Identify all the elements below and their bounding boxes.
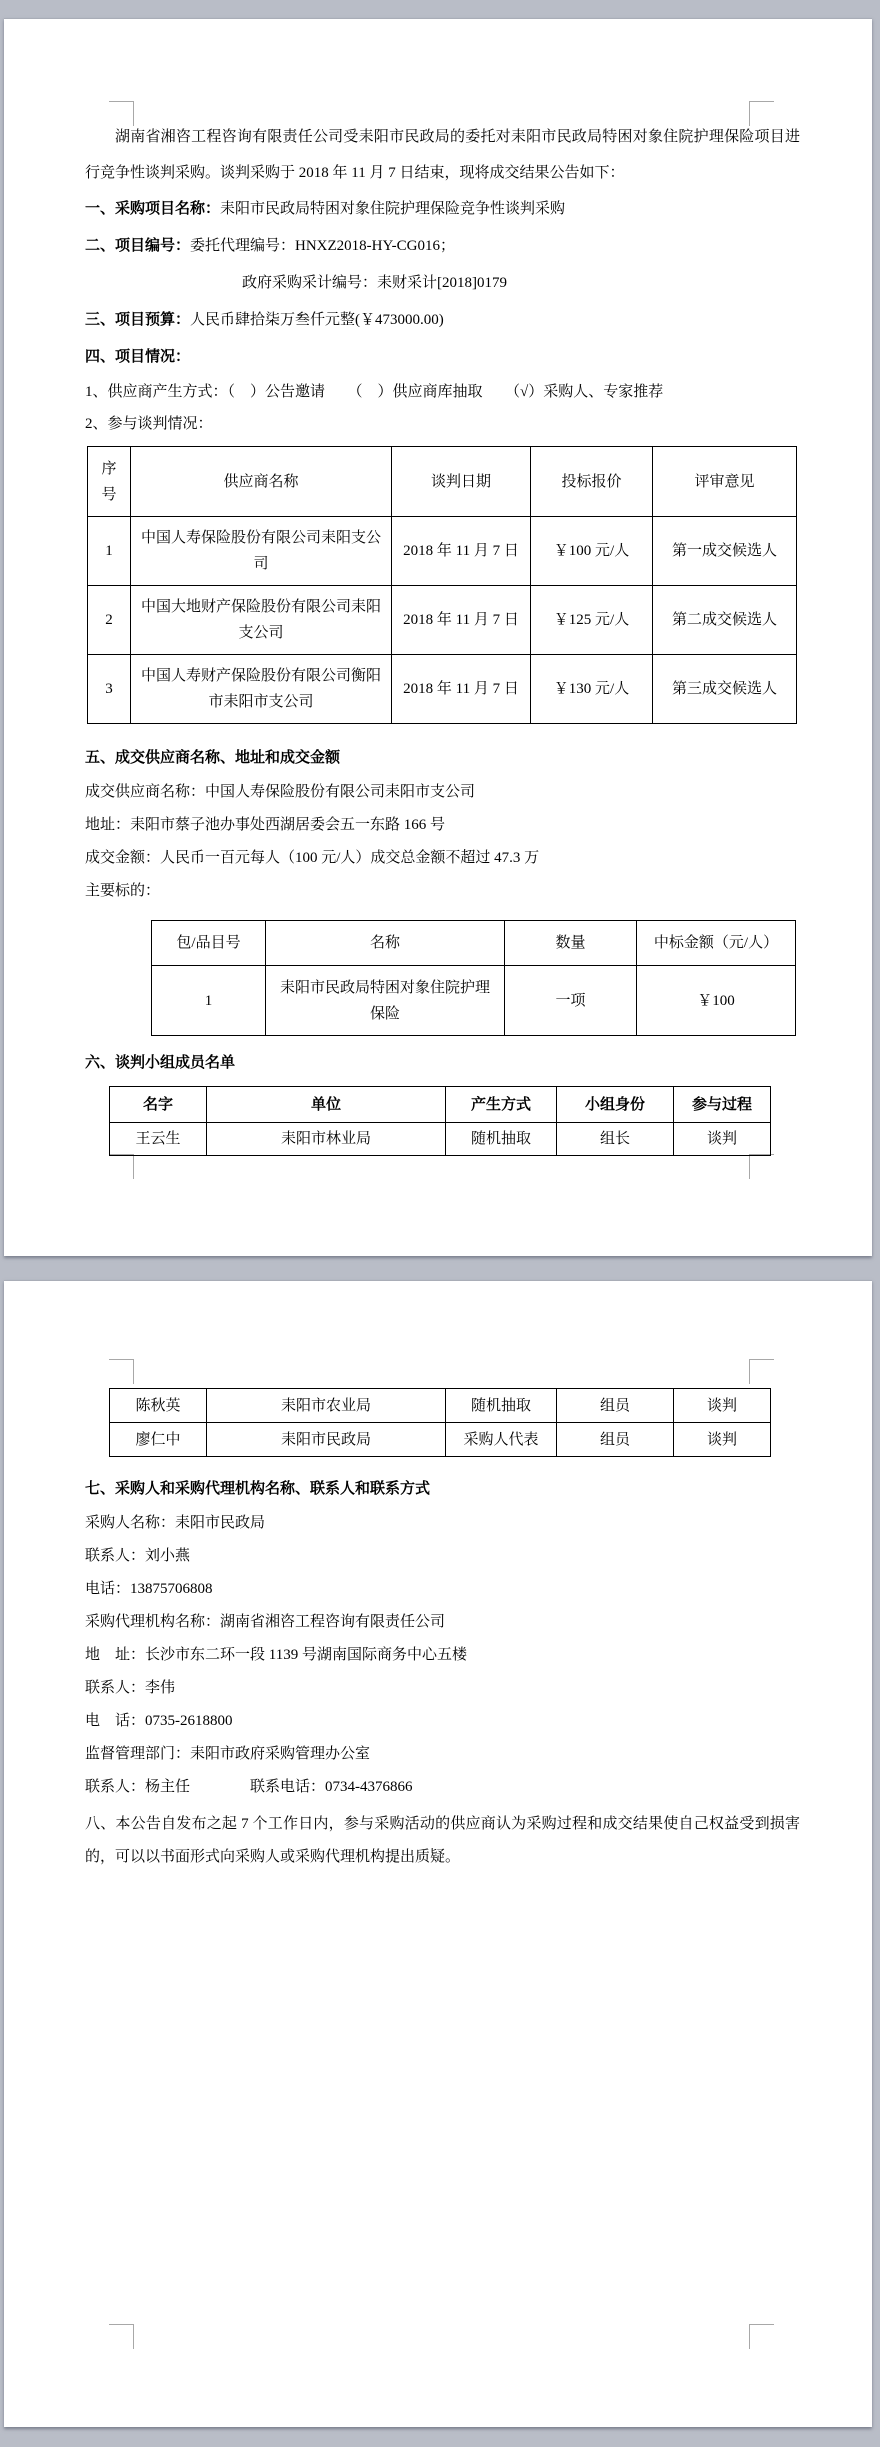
item-project-number-label: 二、项目编号： bbox=[85, 238, 191, 254]
supervisor-contact-line: 联系人：杨主任 联系电话：0734-4376866 bbox=[85, 1779, 413, 1795]
cell-seq: 1 bbox=[88, 517, 131, 586]
page2-content bbox=[4, 1281, 872, 1874]
bidders-header-opinion: 评审意见 bbox=[653, 447, 797, 517]
cell-name: 中国大地财产保险股份有限公司耒阳支公司 bbox=[131, 586, 392, 655]
cell-price: ￥100 元/人 bbox=[531, 517, 653, 586]
item-project-number bbox=[85, 228, 800, 265]
bidders-header-date: 谈判日期 bbox=[392, 447, 531, 517]
item-gov-procurement-number: 政府采购采计编号：耒财采计[2018]0179 bbox=[242, 275, 507, 291]
bidders-row-3 bbox=[88, 655, 797, 724]
crop-mark-bottom-left bbox=[109, 2324, 134, 2349]
cell-member-method: 采购人代表 bbox=[446, 1423, 557, 1457]
cell-member-unit: 耒阳市民政局 bbox=[207, 1423, 446, 1457]
cell-price: ￥125 元/人 bbox=[531, 586, 653, 655]
panel-row-2 bbox=[110, 1389, 771, 1423]
panel-header-stage: 参与过程 bbox=[674, 1087, 771, 1123]
panel-header-role: 小组身份 bbox=[557, 1087, 674, 1123]
cell-member-stage: 谈判 bbox=[674, 1423, 771, 1457]
cell-name: 中国人寿保险股份有限公司耒阳支公司 bbox=[131, 517, 392, 586]
subject-header-amount: 中标金额（元/人） bbox=[637, 921, 796, 966]
cell-member-name: 陈秋英 bbox=[110, 1389, 207, 1423]
subject-row-1 bbox=[152, 966, 796, 1036]
cell-date: 2018 年 11 月 7 日 bbox=[392, 517, 531, 586]
section7-title: 七、采购人和采购代理机构名称、联系人和联系方式 bbox=[85, 1481, 431, 1497]
cell-opinion: 第三成交候选人 bbox=[653, 655, 797, 724]
bidders-header-seq: 序号 bbox=[88, 447, 131, 517]
cell-member-method: 随机抽取 bbox=[446, 1389, 557, 1423]
winner-name-line: 成交供应商名称：中国人寿保险股份有限公司耒阳市支公司 bbox=[85, 784, 476, 800]
bidders-header-name: 供应商名称 bbox=[131, 447, 392, 517]
crop-mark-bottom-right bbox=[749, 1154, 774, 1179]
cell-name: 耒阳市民政局特困对象住院护理保险 bbox=[266, 966, 505, 1036]
purchaser-contact-line: 联系人：刘小燕 bbox=[85, 1548, 191, 1564]
cell-member-unit: 耒阳市林业局 bbox=[207, 1123, 446, 1156]
subject-header-lot: 包/品目号 bbox=[152, 921, 266, 966]
cell-amount: ￥100 bbox=[637, 966, 796, 1036]
cell-lot: 1 bbox=[152, 966, 266, 1036]
item-project-budget bbox=[85, 302, 800, 339]
bidders-header-price: 投标报价 bbox=[531, 447, 653, 517]
cell-member-role: 组长 bbox=[557, 1123, 674, 1156]
bidders-header-row bbox=[88, 447, 797, 517]
cell-qty: 一项 bbox=[505, 966, 637, 1036]
item-project-status bbox=[85, 339, 800, 376]
section8-paragraph: 八、本公告自发布之起 7 个工作日内，参与采购活动的供应商认为采购过程和成交结果使自己权益受到损害的，可以以书面形式向采购人或采购代理机构提出质疑。 bbox=[85, 1816, 800, 1865]
winner-amount-line: 成交金额：人民币一百元每人（100 元/人）成交总金额不超过 47.3 万 bbox=[85, 850, 540, 866]
crop-mark-bottom-left bbox=[109, 1154, 134, 1179]
panel-row-1 bbox=[110, 1123, 771, 1156]
document-page-2 bbox=[4, 1280, 872, 2427]
cell-member-stage: 谈判 bbox=[674, 1389, 771, 1423]
panel-table bbox=[109, 1086, 771, 1156]
item-project-budget-text: 人民币肆拾柒万叁仟元整(￥473000.00) bbox=[190, 312, 444, 328]
crop-mark-bottom-right bbox=[749, 2324, 774, 2349]
bidders-table bbox=[87, 446, 797, 724]
intro-paragraph: 湖南省湘咨工程咨询有限责任公司受耒阳市民政局的委托对耒阳市民政局特困对象住院护理保险项目进行竞争性谈判采购。谈判采购于 2018 年 11 月 7 日结束，现将成交结果公告如下： bbox=[85, 129, 800, 181]
panel-header-row bbox=[110, 1087, 771, 1123]
subject-header-qty: 数量 bbox=[505, 921, 637, 966]
item-project-name-label: 一、采购项目名称： bbox=[85, 201, 221, 217]
section5-title: 五、成交供应商名称、地址和成交金额 bbox=[85, 750, 341, 766]
item-project-name-text: 耒阳市民政局特困对象住院护理保险竞争性谈判采购 bbox=[220, 201, 566, 217]
page1-content bbox=[4, 19, 872, 1156]
cell-member-name: 廖仁中 bbox=[110, 1423, 207, 1457]
subject-table bbox=[151, 920, 796, 1036]
panel-header-name: 名字 bbox=[110, 1087, 207, 1123]
cell-member-method: 随机抽取 bbox=[446, 1123, 557, 1156]
purchaser-name-line: 采购人名称：耒阳市民政局 bbox=[85, 1515, 266, 1531]
item-project-number-text: 委托代理编号：HNXZ2018-HY-CG016； bbox=[190, 238, 456, 254]
subject-header-row bbox=[152, 921, 796, 966]
agency-phone-line: 电 话：0735-2618800 bbox=[85, 1713, 233, 1729]
panel-header-unit: 单位 bbox=[207, 1087, 446, 1123]
item-project-name bbox=[85, 191, 800, 228]
bidders-row-2 bbox=[88, 586, 797, 655]
subject-label-line: 主要标的： bbox=[85, 883, 161, 899]
supplier-method-line: 1、供应商产生方式：（ ）公告邀请 （ ）供应商库抽取 （√）采购人、专家推荐 bbox=[85, 384, 664, 400]
cell-name: 中国人寿财产保险股份有限公司衡阳市耒阳市支公司 bbox=[131, 655, 392, 724]
cell-price: ￥130 元/人 bbox=[531, 655, 653, 724]
participation-line: 2、参与谈判情况： bbox=[85, 416, 213, 432]
cell-member-name: 王云生 bbox=[110, 1123, 207, 1156]
agency-address-line: 地 址：长沙市东二环一段 1139 号湖南国际商务中心五楼 bbox=[85, 1647, 467, 1663]
cell-opinion: 第二成交候选人 bbox=[653, 586, 797, 655]
supervisor-dept-line: 监督管理部门：耒阳市政府采购管理办公室 bbox=[85, 1746, 371, 1762]
winner-address-line: 地址：耒阳市蔡子池办事处西湖居委会五一东路 166 号 bbox=[85, 817, 446, 833]
panel-table-continued bbox=[109, 1388, 771, 1457]
cell-seq: 2 bbox=[88, 586, 131, 655]
cell-opinion: 第一成交候选人 bbox=[653, 517, 797, 586]
item-project-budget-label: 三、项目预算： bbox=[85, 312, 191, 328]
panel-header-method: 产生方式 bbox=[446, 1087, 557, 1123]
cell-date: 2018 年 11 月 7 日 bbox=[392, 586, 531, 655]
bidders-row-1 bbox=[88, 517, 797, 586]
agency-contact-line: 联系人：李伟 bbox=[85, 1680, 176, 1696]
agency-name-line: 采购代理机构名称：湖南省湘咨工程咨询有限责任公司 bbox=[85, 1614, 446, 1630]
cell-member-role: 组员 bbox=[557, 1389, 674, 1423]
item-project-status-label: 四、项目情况： bbox=[85, 349, 191, 365]
purchaser-phone-line: 电话：13875706808 bbox=[85, 1581, 213, 1597]
section6-title: 六、谈判小组成员名单 bbox=[85, 1055, 236, 1071]
subject-header-name: 名称 bbox=[266, 921, 505, 966]
cell-member-unit: 耒阳市农业局 bbox=[207, 1389, 446, 1423]
panel-row-3 bbox=[110, 1423, 771, 1457]
cell-date: 2018 年 11 月 7 日 bbox=[392, 655, 531, 724]
cell-seq: 3 bbox=[88, 655, 131, 724]
document-page-1 bbox=[4, 18, 872, 1256]
cell-member-role: 组员 bbox=[557, 1423, 674, 1457]
cell-member-stage: 谈判 bbox=[674, 1123, 771, 1156]
